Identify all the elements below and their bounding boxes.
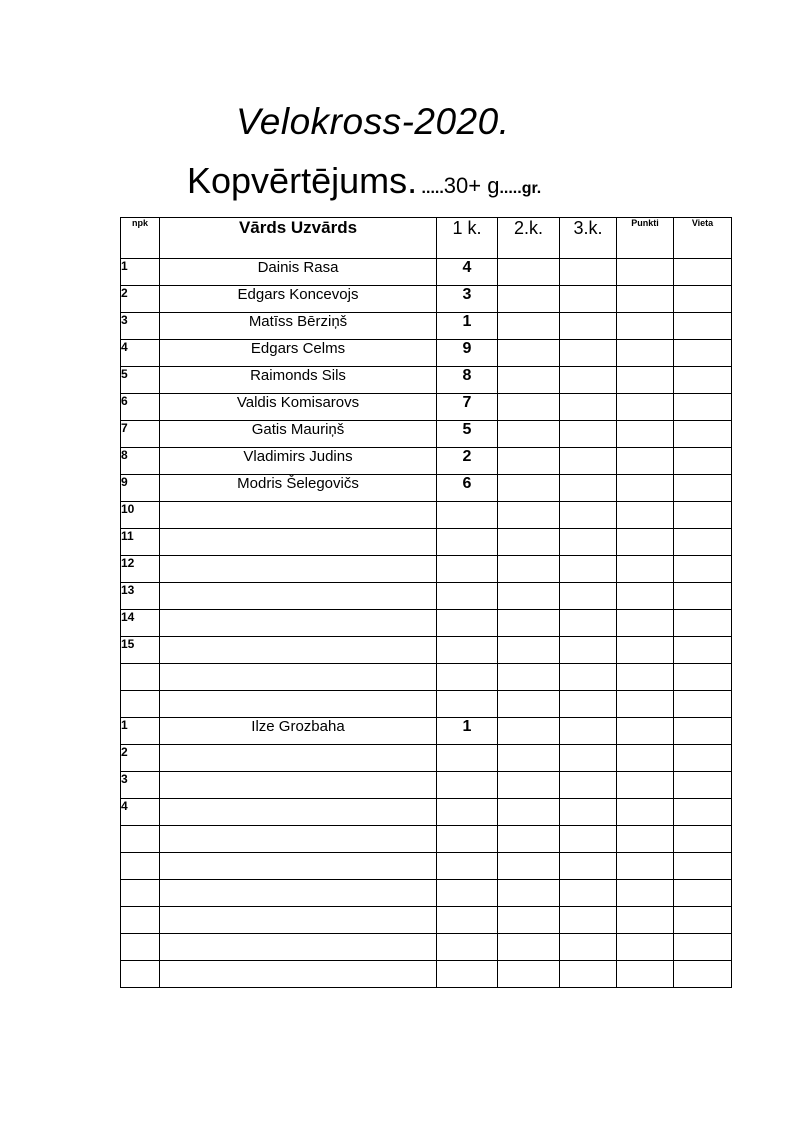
row-stage-1	[437, 799, 498, 826]
row-stage-3	[560, 745, 617, 772]
row-place	[674, 556, 732, 583]
header-stage-1: 1 k.	[437, 218, 498, 259]
row-place	[674, 907, 732, 934]
row-points	[617, 367, 674, 394]
row-place	[674, 475, 732, 502]
row-place	[674, 259, 732, 286]
row-points	[617, 610, 674, 637]
table-row	[121, 637, 732, 664]
row-stage-2	[498, 718, 560, 745]
table-row	[121, 259, 732, 286]
subtitle-dots-1: .....	[417, 180, 444, 197]
table-row	[121, 745, 732, 772]
row-points	[617, 664, 674, 691]
table-row	[121, 421, 732, 448]
row-name: Edgars Celms	[160, 340, 437, 367]
row-stage-2	[498, 826, 560, 853]
row-place	[674, 961, 732, 988]
row-stage-2	[498, 556, 560, 583]
row-stage-2	[498, 637, 560, 664]
row-points	[617, 961, 674, 988]
row-points	[617, 691, 674, 718]
row-stage-2	[498, 799, 560, 826]
row-stage-1	[437, 934, 498, 961]
row-npk: 8	[121, 448, 160, 475]
row-npk: 3	[121, 313, 160, 340]
row-npk: 4	[121, 340, 160, 367]
table-row	[121, 394, 732, 421]
row-stage-3	[560, 286, 617, 313]
row-points	[617, 421, 674, 448]
row-place	[674, 367, 732, 394]
row-stage-1: 1	[437, 718, 498, 745]
table-row	[121, 853, 732, 880]
row-stage-2	[498, 772, 560, 799]
row-points	[617, 286, 674, 313]
row-stage-1	[437, 502, 498, 529]
row-npk: 12	[121, 556, 160, 583]
table-row	[121, 367, 732, 394]
row-stage-1: 3	[437, 286, 498, 313]
row-stage-3	[560, 313, 617, 340]
row-stage-2	[498, 664, 560, 691]
row-npk: 1	[121, 259, 160, 286]
row-stage-1: 4	[437, 259, 498, 286]
row-npk: 2	[121, 745, 160, 772]
row-stage-2	[498, 745, 560, 772]
row-stage-2	[498, 259, 560, 286]
row-stage-2	[498, 286, 560, 313]
subtitle-age-group: 30+ g	[443, 173, 500, 198]
table-row	[121, 448, 732, 475]
row-place	[674, 772, 732, 799]
row-npk: 6	[121, 394, 160, 421]
table-row	[121, 610, 732, 637]
row-npk: 2	[121, 286, 160, 313]
header-stage-2: 2.k.	[498, 218, 560, 259]
table-row	[121, 826, 732, 853]
row-place	[674, 286, 732, 313]
row-name: Modris Šelegovičs	[160, 475, 437, 502]
row-place	[674, 529, 732, 556]
row-stage-2	[498, 529, 560, 556]
row-points	[617, 799, 674, 826]
table-row	[121, 475, 732, 502]
row-stage-1	[437, 556, 498, 583]
row-stage-2	[498, 475, 560, 502]
row-name	[160, 637, 437, 664]
row-place	[674, 880, 732, 907]
row-stage-3	[560, 475, 617, 502]
row-stage-3	[560, 853, 617, 880]
row-name	[160, 583, 437, 610]
row-stage-2	[498, 907, 560, 934]
table-row	[121, 718, 732, 745]
row-points	[617, 556, 674, 583]
header-points: Punkti	[617, 218, 674, 259]
row-stage-1	[437, 610, 498, 637]
header-npk: npk	[121, 218, 160, 259]
row-npk: 5	[121, 367, 160, 394]
row-npk	[121, 961, 160, 988]
row-name	[160, 826, 437, 853]
row-npk: 10	[121, 502, 160, 529]
row-points	[617, 826, 674, 853]
row-points	[617, 259, 674, 286]
row-stage-3	[560, 610, 617, 637]
row-stage-3	[560, 367, 617, 394]
subtitle-dots-2: .....	[499, 180, 522, 197]
row-stage-3	[560, 421, 617, 448]
row-stage-1	[437, 880, 498, 907]
subtitle-gr: gr.	[521, 180, 542, 197]
row-stage-3	[560, 718, 617, 745]
row-stage-1	[437, 529, 498, 556]
row-place	[674, 394, 732, 421]
row-stage-2	[498, 961, 560, 988]
row-place	[674, 826, 732, 853]
table-row	[121, 691, 732, 718]
table-row	[121, 799, 732, 826]
row-npk: 13	[121, 583, 160, 610]
row-points	[617, 907, 674, 934]
row-name	[160, 907, 437, 934]
page-title: Velokross-2020.	[236, 101, 510, 142]
row-stage-2	[498, 340, 560, 367]
row-npk: 15	[121, 637, 160, 664]
row-stage-3	[560, 394, 617, 421]
row-npk: 9	[121, 475, 160, 502]
row-place	[674, 745, 732, 772]
row-points	[617, 853, 674, 880]
row-stage-3	[560, 556, 617, 583]
results-table	[120, 217, 732, 988]
row-place	[674, 583, 732, 610]
row-stage-1: 1	[437, 313, 498, 340]
row-name	[160, 934, 437, 961]
row-npk	[121, 664, 160, 691]
table-row	[121, 880, 732, 907]
row-stage-3	[560, 961, 617, 988]
row-name	[160, 664, 437, 691]
row-points	[617, 637, 674, 664]
row-place	[674, 718, 732, 745]
row-stage-2	[498, 880, 560, 907]
row-name	[160, 961, 437, 988]
row-stage-3	[560, 664, 617, 691]
row-name: Matīss Bērziņš	[160, 313, 437, 340]
row-points	[617, 475, 674, 502]
row-name: Valdis Komisarovs	[160, 394, 437, 421]
row-npk	[121, 880, 160, 907]
row-points	[617, 583, 674, 610]
header-name: Vārds Uzvārds	[160, 218, 437, 259]
row-points	[617, 934, 674, 961]
table-row	[121, 583, 732, 610]
row-name	[160, 880, 437, 907]
row-stage-1	[437, 772, 498, 799]
row-place	[674, 637, 732, 664]
row-points	[617, 448, 674, 475]
row-name: Gatis Mauriņš	[160, 421, 437, 448]
row-stage-2	[498, 421, 560, 448]
row-stage-1: 2	[437, 448, 498, 475]
row-stage-3	[560, 880, 617, 907]
row-stage-3	[560, 691, 617, 718]
row-points	[617, 745, 674, 772]
row-points	[617, 340, 674, 367]
table-row	[121, 313, 732, 340]
row-stage-1	[437, 664, 498, 691]
header-place: Vieta	[674, 218, 732, 259]
subtitle-main: Kopvērtējums.	[187, 160, 418, 201]
row-stage-1	[437, 583, 498, 610]
table-row	[121, 772, 732, 799]
row-name	[160, 556, 437, 583]
row-place	[674, 934, 732, 961]
row-npk	[121, 826, 160, 853]
row-npk: 14	[121, 610, 160, 637]
table-header-row	[121, 218, 732, 259]
table-row	[121, 934, 732, 961]
row-name: Raimonds Sils	[160, 367, 437, 394]
row-stage-1: 7	[437, 394, 498, 421]
page-subtitle	[187, 160, 542, 201]
row-place	[674, 502, 732, 529]
row-name	[160, 502, 437, 529]
row-stage-2	[498, 691, 560, 718]
row-stage-2	[498, 313, 560, 340]
row-place	[674, 691, 732, 718]
row-stage-2	[498, 610, 560, 637]
row-stage-3	[560, 637, 617, 664]
row-stage-1	[437, 826, 498, 853]
row-place	[674, 799, 732, 826]
row-name	[160, 529, 437, 556]
table-row	[121, 340, 732, 367]
row-place	[674, 313, 732, 340]
row-place	[674, 853, 732, 880]
row-points	[617, 394, 674, 421]
row-stage-1	[437, 745, 498, 772]
row-stage-1	[437, 907, 498, 934]
row-points	[617, 880, 674, 907]
row-stage-2	[498, 934, 560, 961]
row-points	[617, 529, 674, 556]
table-row	[121, 286, 732, 313]
row-points	[617, 718, 674, 745]
row-name: Ilze Grozbaha	[160, 718, 437, 745]
row-npk: 11	[121, 529, 160, 556]
row-stage-3	[560, 502, 617, 529]
row-stage-1: 5	[437, 421, 498, 448]
row-stage-3	[560, 583, 617, 610]
row-name	[160, 745, 437, 772]
row-stage-2	[498, 394, 560, 421]
row-stage-1	[437, 961, 498, 988]
table-row	[121, 664, 732, 691]
row-stage-1	[437, 637, 498, 664]
row-npk: 4	[121, 799, 160, 826]
row-npk: 3	[121, 772, 160, 799]
row-npk	[121, 691, 160, 718]
row-stage-1: 8	[437, 367, 498, 394]
row-stage-2	[498, 448, 560, 475]
row-name	[160, 799, 437, 826]
row-stage-2	[498, 367, 560, 394]
table-row	[121, 529, 732, 556]
row-stage-3	[560, 529, 617, 556]
row-stage-3	[560, 934, 617, 961]
row-name: Edgars Koncevojs	[160, 286, 437, 313]
row-place	[674, 340, 732, 367]
row-name	[160, 853, 437, 880]
row-stage-3	[560, 448, 617, 475]
row-points	[617, 772, 674, 799]
table-row	[121, 556, 732, 583]
row-stage-3	[560, 826, 617, 853]
row-npk	[121, 934, 160, 961]
row-stage-1	[437, 691, 498, 718]
row-stage-3	[560, 907, 617, 934]
row-stage-3	[560, 259, 617, 286]
row-stage-1: 9	[437, 340, 498, 367]
row-stage-2	[498, 583, 560, 610]
row-points	[617, 502, 674, 529]
row-stage-3	[560, 340, 617, 367]
row-name	[160, 772, 437, 799]
row-stage-1	[437, 853, 498, 880]
row-points	[617, 313, 674, 340]
row-npk: 1	[121, 718, 160, 745]
row-place	[674, 421, 732, 448]
table-row	[121, 907, 732, 934]
table-row	[121, 502, 732, 529]
row-npk: 7	[121, 421, 160, 448]
row-name: Vladimirs Judins	[160, 448, 437, 475]
row-stage-3	[560, 799, 617, 826]
row-npk	[121, 907, 160, 934]
row-stage-2	[498, 853, 560, 880]
header-stage-3: 3.k.	[560, 218, 617, 259]
table-row	[121, 961, 732, 988]
row-name	[160, 691, 437, 718]
row-name	[160, 610, 437, 637]
row-stage-1: 6	[437, 475, 498, 502]
row-name: Dainis Rasa	[160, 259, 437, 286]
row-stage-2	[498, 502, 560, 529]
row-place	[674, 664, 732, 691]
row-npk	[121, 853, 160, 880]
row-stage-3	[560, 772, 617, 799]
row-place	[674, 448, 732, 475]
row-place	[674, 610, 732, 637]
